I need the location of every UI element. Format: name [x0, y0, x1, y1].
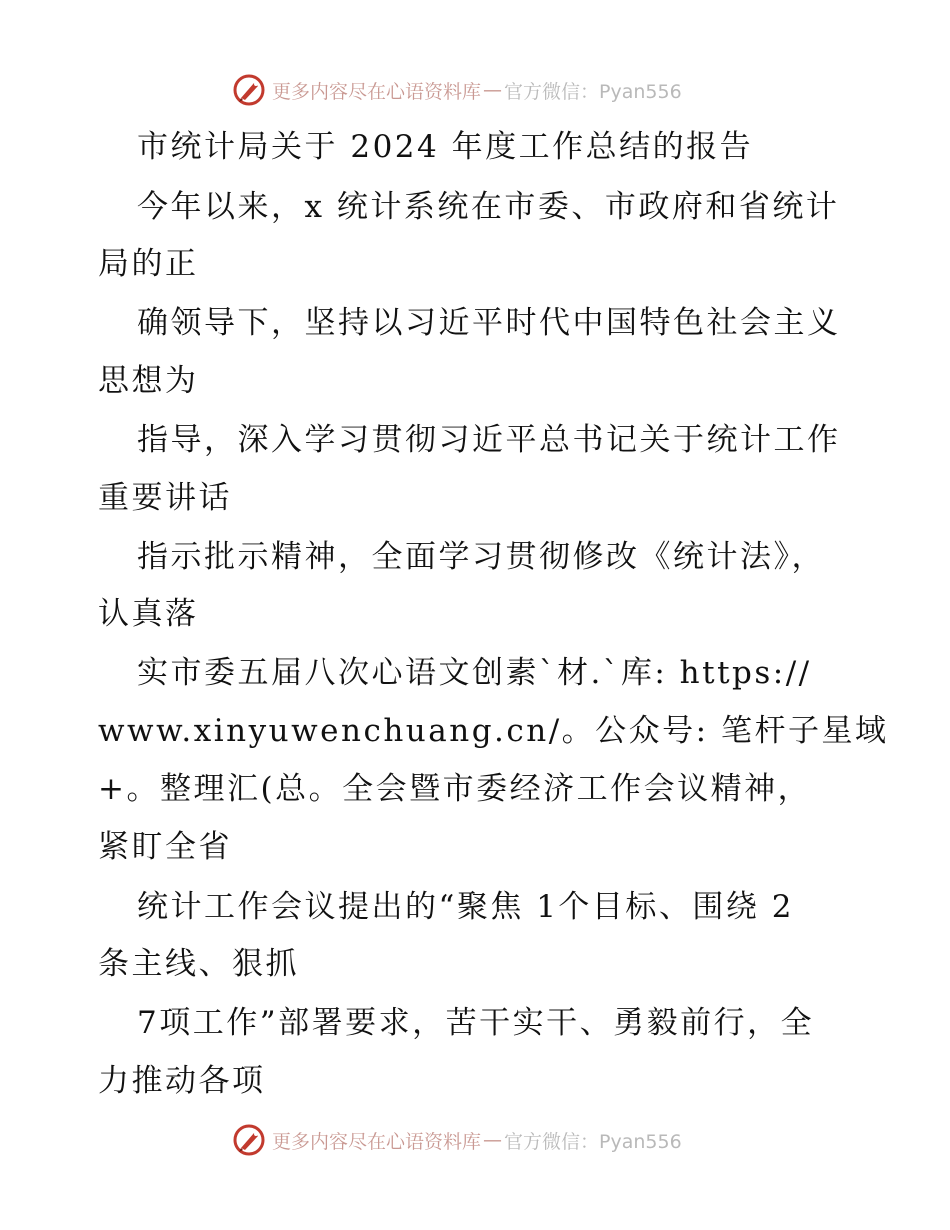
body-line: 条主线、狠抓: [98, 946, 299, 982]
body-line: www.xinyuwenchuang.cn/。公众号: 笔杆子星域: [98, 713, 889, 749]
body-line: 统计工作会议提出的“聚焦 1个目标、围绕 2: [137, 889, 795, 925]
watermark-brand: 更多内容尽在心语资料库: [272, 1130, 482, 1153]
watermark-brand: 更多内容尽在心语资料库: [272, 80, 482, 103]
watermark-official: 官方微信：Pyan556: [504, 80, 682, 103]
watermark-official: 官方微信：Pyan556: [504, 1130, 682, 1153]
body-line: +。整理汇(总。全会暨市委经济工作会议精神，: [98, 771, 812, 807]
body-line: 局的正: [98, 246, 199, 282]
watermark-footer: [232, 1120, 752, 1160]
body-line: 确领导下，坚持以习近平时代中国特色社会主义: [137, 305, 841, 341]
body-line: 认真落: [98, 596, 199, 632]
watermark-dash: —: [483, 1129, 503, 1151]
document-title: 市统计局关于 2024 年度工作总结的报告: [137, 129, 754, 165]
body-line: 思想为: [98, 363, 199, 399]
body-line: 今年以来，x 统计系统在市委、市政府和省统计: [137, 189, 840, 225]
body-line: 重要讲话: [98, 480, 232, 516]
body-line: 7项工作”部署要求，苦干实干、勇毅前行，全: [137, 1005, 815, 1041]
pen-logo-icon: [232, 1123, 266, 1157]
body-line: 紧盯全省: [98, 829, 232, 865]
body-line: 力推动各项: [98, 1063, 266, 1099]
body-line: 指示批示精神，全面学习贯彻修改《统计法》，: [137, 539, 825, 575]
watermark-dash: —: [483, 79, 503, 101]
body-line: 指导，深入学习贯彻习近平总书记关于统计工作: [137, 422, 841, 458]
body-line: 实市委五届八次心语文创素`材.`库: https://: [137, 655, 812, 691]
